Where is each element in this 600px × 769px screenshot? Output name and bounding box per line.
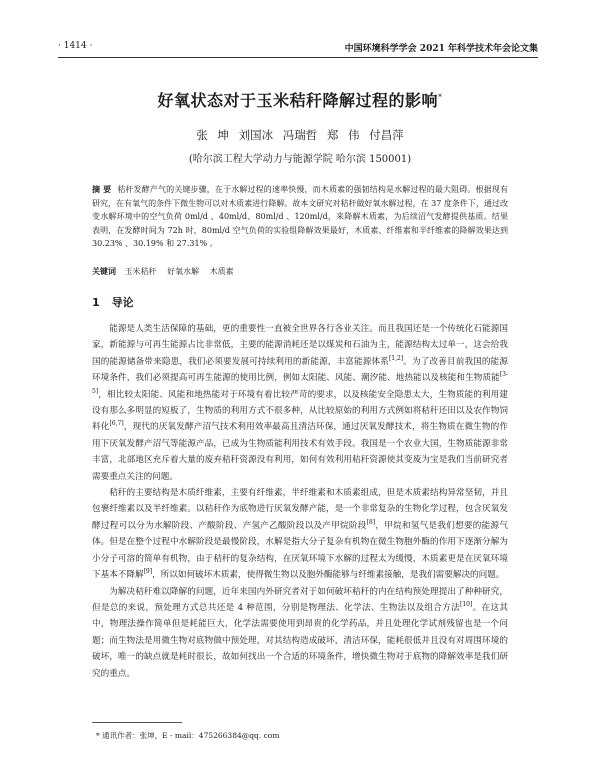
paragraph-text: ，现代的厌氧发酵产沼气技术利用效率最高且清洁环保，通过厌氧发酵技术，将生物质在微生物的作用下厌氧发酵产沼气等能源产品，已成为生物质能利用技术有效手段。我国是一个农业大国，生物质能源非常丰富，北部地区充斥着大量的废弃秸秆资源没有利用，如何有效利用秸秆资源使其变废为宝是我们当前研究者需要重点关注的问题。 (92, 422, 508, 482)
citation: [3-5] (92, 371, 508, 395)
paragraph-text: 能源是人类生活保障的基础，更的重要性一直被全世界各行各业关注。而且我国还是一个传统化石能源国家，新能源与可再生能源占比非常低，主要的能源消耗还是以煤炭和石油为主，能源结构太过单一，这会给我国的能源储备带来隐患，我们必须要发展可持续利用的新能源，丰富能源体系 (92, 324, 508, 367)
running-header (58, 41, 538, 55)
paragraph-text: 秸秆的主要结构是木质纤维素，主要有纤维素，半纤维素和木质素组成，但是木质素结构异常坚韧，并且包裹纤维素以及半纤维素。以秸秆作为底物进行厌氧发酵产能，是一个非常复杂的生物化学过程，包含厌氧发酵过程可以分为水解阶段、产酸阶段、产氢产乙酸阶段以及产甲烷阶段 (92, 488, 508, 531)
paragraph-text: 。在这其中，物理法操作简单但是耗能巨大，化学法需要使用到昂贵的化学药品，并且处理化学试剂残留也是一个问题；而生物法是用微生物对底物做中预处理，对其结构造成破坏，清洁环保，能耗很低并且没有对周围环境的破坏，唯一的缺点就是耗时很长，故如何找出一个合适的环境条件，增快微生物对于底物的降解效率是我们研究的重点。 (92, 602, 508, 679)
section-title: 导论 (111, 296, 134, 309)
footnote: * 通讯作者：张坤，E - mail：475266384@qq. com (96, 731, 280, 740)
citation: [1,2] (388, 354, 404, 362)
paper-title-text: 好氧状态对于玉米秸秆降解过程的影响 (157, 91, 438, 110)
paragraph (92, 584, 508, 682)
keyword: 好氧水解 (167, 267, 200, 276)
footnote-divider (92, 722, 182, 723)
abstract-text: 秸秆发酵产气的关键步骤，在于水解过程的速率快慢，而木质素的强韧结构是水解过程的最大阻碍。根据现有研究，在有氧气的条件下微生物可以对木质素进行降解。故本文研究对秸秆做好氧水解过程，在 37 度条件下，通过改变水解环境中的空气负荷 0ml/d 、40ml/d、80ml/d 、120ml/d，来降解木质素，为后续沼气发酵提供基质。结果表明，在发酵时间为 72h 时，80ml/d 空气负荷的实验组降解效果最好，木质素、纤维素和半纤维素的降解效果达到 30.23% 、30.19% 和 27.31% 。 (92, 185, 508, 249)
paragraph-text: ，所以如何破坏木质素，使得微生物以及胞外酶能够与纤维素接触，是我们需要解决的问题。 (152, 570, 505, 581)
author-list: 张 坤 刘国冰 冯瑞哲 郑 伟 付昌萍 (196, 128, 404, 142)
affiliation: (哈尔滨工程大学动力与能源学院 哈尔滨 150001) (188, 154, 412, 165)
paper-title (0, 88, 600, 111)
paragraph-text: 为解决秸秆难以降解的问题，近年来国内外研究者对于如何破坏秸秆的内在结构预处理提出了种种研究，但是总的来说，预处理方式总共还是 4 种范围，分别是物理法、化学法、生物法以及组合方法 (92, 586, 508, 613)
abstract (92, 183, 508, 251)
section-heading (92, 294, 134, 310)
citation: [10] (460, 601, 473, 609)
paragraph (92, 321, 508, 485)
paragraph-text: 。为了改善目前我国的能源环境条件，我们必须提高可再生能源的使用比例，例如太阳能、风能、潮汐能、地热能以及核能和生物质能 (92, 356, 508, 384)
header-divider (58, 57, 538, 58)
keywords-label: 关键词 (92, 267, 116, 276)
keyword: 玉米秸秆 (124, 267, 157, 276)
keyword: 木质素 (209, 267, 234, 276)
body-text (92, 321, 508, 682)
paragraph-text: ，甲烷和氢气是我们想要的能源气体。但是在整个过程中水解阶段是最慢阶段，水解是指大分子复杂有机物在微生物胞外酶的作用下逐渐分解为小分子可溶的简单有机物，由于秸秆的复杂结构，在厌氧环境下水解的过程太为缓慢，木质素更是在厌氧环境下基本不降解 (92, 520, 508, 581)
citation: [9] (143, 568, 153, 576)
page-number: · 1414 · (58, 41, 93, 51)
keywords (92, 266, 508, 277)
citation: [6,7] (109, 420, 124, 428)
section-number: 1 (92, 296, 100, 309)
title-footnote-mark: * (438, 92, 443, 102)
conference-name: 中国环境科学学会 2021 年科学技术年会论文集 (344, 44, 538, 54)
paragraph-text: ，相比较太阳能、风能和地热能对于环境有着比较严苛的要求，以及核能安全隐患太大，生物质能的利用建设有那么多明显的短板了，生物质的利用方式不很多种，从比较原始的利用方式例如将秸秆还田以及农作物饲料化 (92, 389, 508, 433)
abstract-label: 摘 要 (92, 185, 112, 194)
citation: [8] (366, 519, 376, 527)
paragraph (92, 485, 508, 583)
